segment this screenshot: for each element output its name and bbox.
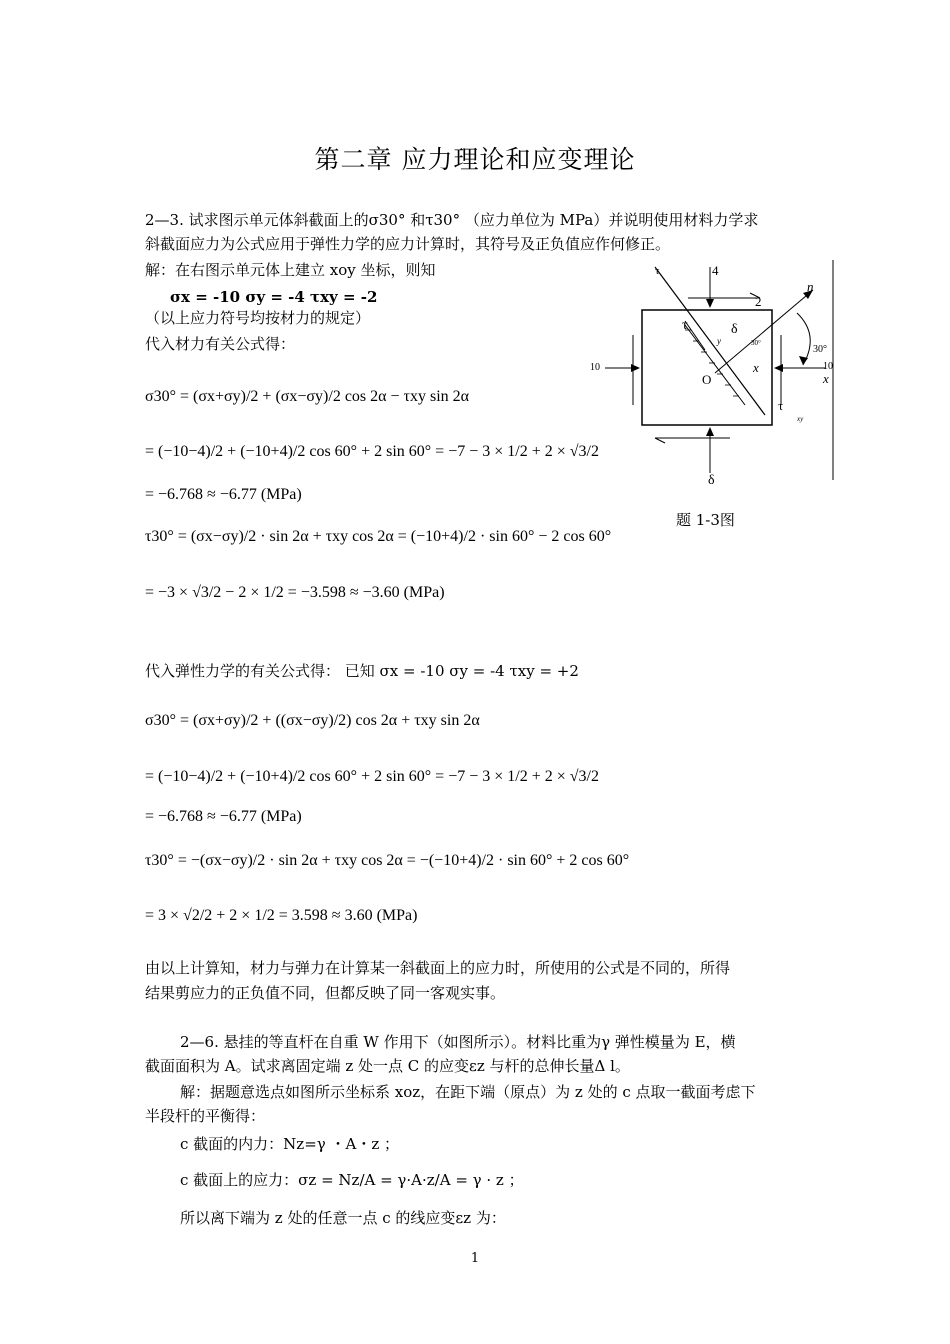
mat-sigma-eq3: = −6.768 ≈ −6.77 (MPa) [145, 486, 302, 503]
ela-sigma-eq1: σ30° = (σx+σy)/2 + ((σx−σy)/2) cos 2α + τxy sin 2α [145, 712, 480, 729]
fig-lbl-tau: τ [682, 318, 688, 333]
fig-lbl-n: n [807, 279, 814, 294]
p23-line1: 2—3. 试求图示单元体斜截面上的σ30° 和τ30° （应力单位为 MPa）并说明使用材料力学求 [145, 211, 759, 229]
ela-tau-eq1: τ30° = −(σx−σy)/2 · sin 2α + τxy cos 2α = −(−10+4)/2 · sin 60° + 2 cos 60° [145, 852, 630, 869]
mat-sigma-eq2: = (−10−4)/2 + (−10+4)/2 cos 60° + 2 sin 60° = −7 − 3 × 1/2 + 2 × √3/2 [145, 443, 599, 460]
p26-line6: c 截面上的应力：σz = Nz/A = γ·A·z/A = γ · z ； [180, 1171, 524, 1189]
mat-tau-eq1: τ30° = (σx−σy)/2 · sin 2α + τxy cos 2α = (−10+4)/2 · sin 60° − 2 cos 60° [145, 528, 612, 545]
p26-line3: 解：据题意选点如图所示坐标系 xoz，在距下端（原点）为 z 处的 c 点取一截面考虑下 [180, 1083, 756, 1101]
fig-lbl-y: y [717, 336, 721, 346]
p23-note: （以上应力符号均按材力的规定） [145, 309, 371, 327]
p26-line1: 2—6. 悬挂的等直杆在自重 W 作用下（如图所示）。材料比重为γ 弹性模量为 E，横 [180, 1033, 736, 1051]
p26-line7: 所以离下端为 z 处的任意一点 c 的线应变εz 为： [180, 1209, 506, 1227]
fig-lbl-10-left: 10 [590, 362, 600, 373]
fig-lbl-delta: δ [731, 322, 738, 337]
p26-line5: c 截面的内力：Nz=γ ・A・z ； [180, 1135, 400, 1153]
p23-sub2: 代入弹性力学的有关公式得： 已知 σx = -10 σy = -4 τxy = +2 [145, 662, 579, 680]
p26-line4: 半段杆的平衡得： [145, 1107, 266, 1125]
chapter-title: 第二章 应力理论和应变理论 [314, 145, 636, 174]
p26-line2: 截面面积为 A。试求离固定端 z 处一点 C 的应变εz 与杆的总伸长量Δ l。 [145, 1057, 630, 1075]
page-number: 1 [470, 1251, 480, 1266]
mat-sigma-eq1: σ30° = (σx+σy)/2 + (σx−σy)/2 cos 2α − τxy sin 2α [145, 388, 470, 405]
fig-lbl-delta-bottom: δ [708, 473, 715, 488]
ela-tau-eq2: = 3 × √2/2 + 2 × 1/2 = 3.598 ≈ 3.60 (MPa) [145, 907, 418, 924]
fig-lbl-tau-top: τ [655, 265, 660, 277]
stress-element-figure [585, 255, 845, 535]
fig-lbl-o: O [702, 372, 712, 387]
fig-lbl-x: x [753, 360, 759, 375]
fig-lbl-xy: xy [797, 415, 804, 423]
fig-lbl-30deg: 30° [813, 344, 827, 355]
fig-lbl-4: 4 [712, 263, 719, 278]
fig-lbl-tau-right: τ [778, 398, 784, 413]
ela-sigma-eq3: = −6.768 ≈ −6.77 (MPa) [145, 808, 302, 825]
p23-sub: 代入材力有关公式得： [145, 335, 296, 353]
fig-lbl-10-right: 10 [823, 361, 833, 372]
p23-solution: 解：在右图示单元体上建立 xoy 坐标，则知 [145, 261, 436, 279]
figure-caption: 题 1-3图 [676, 511, 735, 529]
p23-line2: 斜截面应力为公式应用于弹性力学的应力计算时，其符号及正负值应作何修正。 [145, 235, 671, 253]
fig-lbl-x2: x [823, 371, 829, 386]
fig-lbl-2: 2 [755, 294, 762, 309]
p23-conclusion-2: 结果剪应力的正负值不同，但都反映了同一客观实事。 [145, 984, 506, 1002]
p23-given: σx = -10 σy = -4 τxy = -2 [170, 288, 378, 306]
fig-lbl-small30: 30° [751, 339, 761, 347]
mat-tau-eq2: = −3 × √3/2 − 2 × 1/2 = −3.598 ≈ −3.60 (MPa) [145, 584, 445, 601]
ela-sigma-eq2: = (−10−4)/2 + (−10+4)/2 cos 60° + 2 sin 60° = −7 − 3 × 1/2 + 2 × √3/2 [145, 768, 599, 785]
p23-conclusion-1: 由以上计算知，材力与弹力在计算某一斜截面上的应力时，所使用的公式是不同的，所得 [145, 959, 731, 977]
